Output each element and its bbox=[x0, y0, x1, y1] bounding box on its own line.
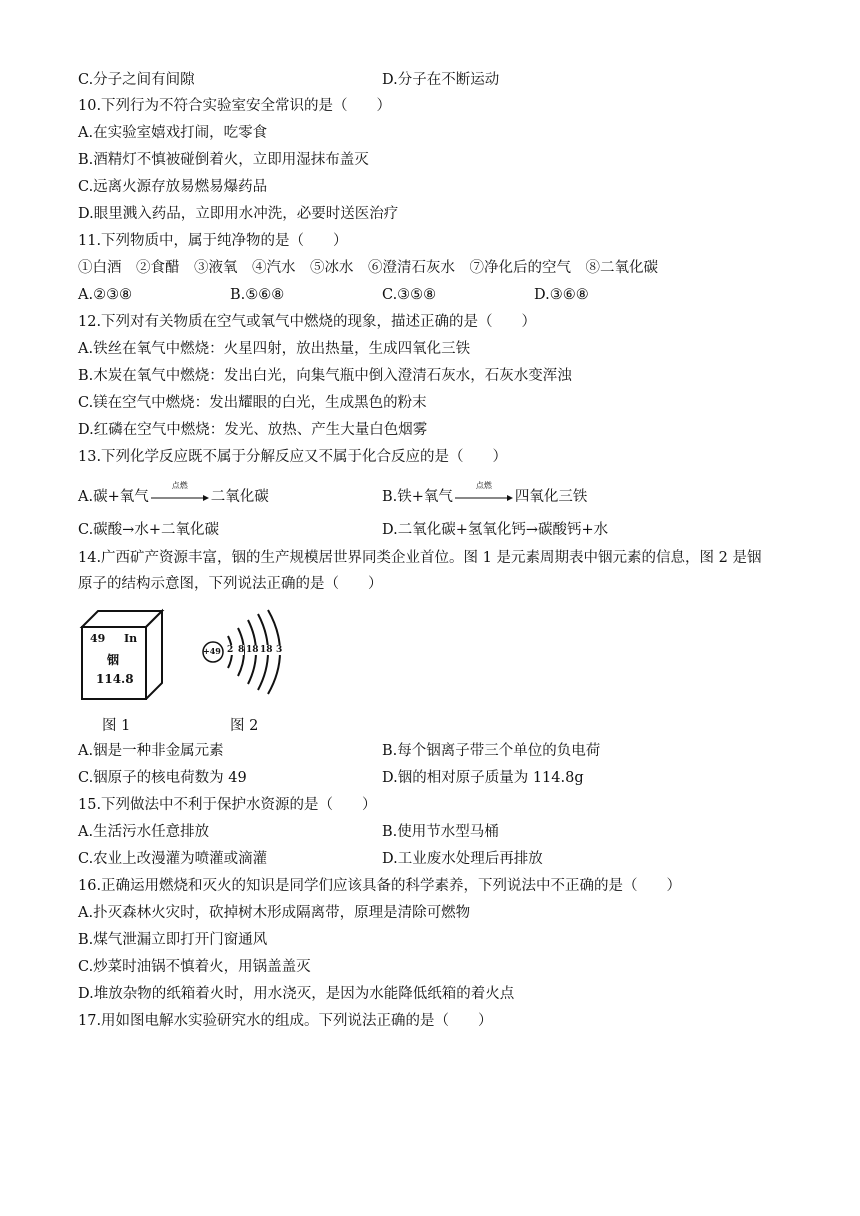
reaction-arrow bbox=[151, 481, 209, 504]
q12-option-d: D.红磷在空气中燃烧：发光、放热、产生大量白色烟雾 bbox=[78, 422, 428, 438]
q15-option-a: A.生活污水任意排放 bbox=[78, 824, 210, 840]
nucleus-charge: +49 bbox=[203, 646, 221, 656]
q12-stem: 12.下列对有关物质在空气或氧气中燃烧的现象，描述正确的是（ ） bbox=[78, 314, 537, 330]
q11-option-b: B.⑤⑥⑧ bbox=[230, 287, 285, 303]
q13-option-a bbox=[78, 481, 269, 507]
q10-option-c: C.远离火源存放易燃易爆药品 bbox=[78, 179, 268, 195]
reaction-arrow bbox=[455, 481, 513, 504]
figure-2-caption: 图 2 bbox=[230, 718, 259, 734]
q10-option-b: B.酒精灯不慎被碰倒着火，立即用湿抹布盖灭 bbox=[78, 152, 369, 168]
shell-2-electrons: 8 bbox=[238, 645, 245, 655]
atomic-number: 49 bbox=[90, 632, 106, 645]
shell-1-electrons: 2 bbox=[227, 645, 234, 655]
reaction-condition: 点燃 bbox=[475, 481, 492, 490]
q12-option-b: B.木炭在氧气中燃烧：发出白光，向集气瓶中倒入澄清石灰水，石灰水变浑浊 bbox=[78, 368, 572, 384]
q16-option-a: A.扑灭森林火灾时，砍掉树木形成隔离带，原理是清除可燃物 bbox=[78, 905, 471, 921]
q14-stem-line1: 14.广西矿产资源丰富，铟的生产规模居世界同类企业首位。图 1 是元素周期表中铟元素的信息，图 2 是铟 bbox=[78, 550, 762, 566]
arrow-icon bbox=[455, 494, 513, 502]
figure-2-indium-atom bbox=[200, 606, 290, 698]
shell-3-electrons: 18 bbox=[246, 645, 259, 655]
q14-stem-line2: 原子的结构示意图，下列说法正确的是（ ） bbox=[78, 576, 383, 592]
element-name: 铟 bbox=[107, 653, 120, 667]
shell-5-electrons: 3 bbox=[276, 645, 283, 655]
q16-stem: 16.正确运用燃烧和灭火的知识是同学们应该具备的科学素养，下列说法中不正确的是（ ） bbox=[78, 878, 682, 894]
q10-option-a: A.在实验室嬉戏打闹，吃零食 bbox=[78, 125, 268, 141]
q16-option-b: B.煤气泄漏立即打开门窗通风 bbox=[78, 932, 268, 948]
q13-b-reactants: B.铁+氧气 bbox=[382, 489, 453, 505]
q13-option-c: C.碳酸→水+二氧化碳 bbox=[78, 522, 219, 538]
q11-option-c: C.③⑤⑧ bbox=[382, 287, 437, 303]
q11-stem: 11.下列物质中，属于纯净物的是（ ） bbox=[78, 233, 348, 249]
q15-option-b: B.使用节水型马桶 bbox=[382, 824, 499, 840]
q14-option-a: A.铟是一种非金属元素 bbox=[78, 743, 224, 759]
q11-items: ①白酒 ②食醋 ③液氧 ④汽水 ⑤冰水 ⑥澄清石灰水 ⑦净化后的空气 ⑧二氧化碳 bbox=[78, 260, 658, 276]
q13-stem: 13.下列化学反应既不属于分解反应又不属于化合反应的是（ ） bbox=[78, 449, 508, 465]
reaction-condition: 点燃 bbox=[171, 481, 188, 490]
q11-option-a: A.②③⑧ bbox=[78, 287, 133, 303]
atomic-mass: 114.8 bbox=[96, 672, 134, 686]
q16-option-d: D.堆放杂物的纸箱着火时，用水浇灭，是因为水能降低纸箱的着火点 bbox=[78, 986, 515, 1002]
figure-1-indium-cell bbox=[78, 605, 168, 700]
q12-option-c: C.镁在空气中燃烧：发出耀眼的白光，生成黑色的粉末 bbox=[78, 395, 427, 411]
q14-option-b: B.每个铟离子带三个单位的负电荷 bbox=[382, 743, 601, 759]
q13-a-product: 二氧化碳 bbox=[210, 489, 269, 505]
q10-stem: 10.下列行为不符合实验室安全常识的是（ ） bbox=[78, 98, 392, 114]
q9-option-c: C.分子之间有间隙 bbox=[78, 72, 195, 88]
figure-1-caption: 图 1 bbox=[102, 718, 131, 734]
element-symbol: In bbox=[124, 632, 138, 645]
q14-option-d: D.铟的相对原子质量为 114.8g bbox=[382, 770, 584, 786]
q14-option-c: C.铟原子的核电荷数为 49 bbox=[78, 770, 247, 786]
q10-option-d: D.眼里溅入药品，立即用水冲洗，必要时送医治疗 bbox=[78, 206, 399, 222]
q13-option-d: D.二氧化碳+氢氧化钙→碳酸钙+水 bbox=[382, 522, 609, 538]
q13-b-product: 四氧化三铁 bbox=[514, 489, 588, 505]
q16-option-c: C.炒菜时油锅不慎着火，用锅盖盖灭 bbox=[78, 959, 311, 975]
q11-option-d: D.③⑥⑧ bbox=[534, 287, 589, 303]
q17-stem: 17.用如图电解水实验研究水的组成。下列说法正确的是（ ） bbox=[78, 1013, 493, 1029]
q15-stem: 15.下列做法中不利于保护水资源的是（ ） bbox=[78, 797, 377, 813]
q15-option-d: D.工业废水处理后再排放 bbox=[382, 851, 543, 867]
q15-option-c: C.农业上改漫灌为喷灌或滴灌 bbox=[78, 851, 268, 867]
q13-a-reactants: A.碳+氧气 bbox=[78, 489, 149, 505]
q12-option-a: A.铁丝在氧气中燃烧：火星四射，放出热量，生成四氧化三铁 bbox=[78, 341, 471, 357]
arrow-icon bbox=[151, 494, 209, 502]
q13-option-b bbox=[382, 481, 588, 507]
q9-option-d: D.分子在不断运动 bbox=[382, 72, 500, 88]
shell-4-electrons: 18 bbox=[260, 645, 273, 655]
